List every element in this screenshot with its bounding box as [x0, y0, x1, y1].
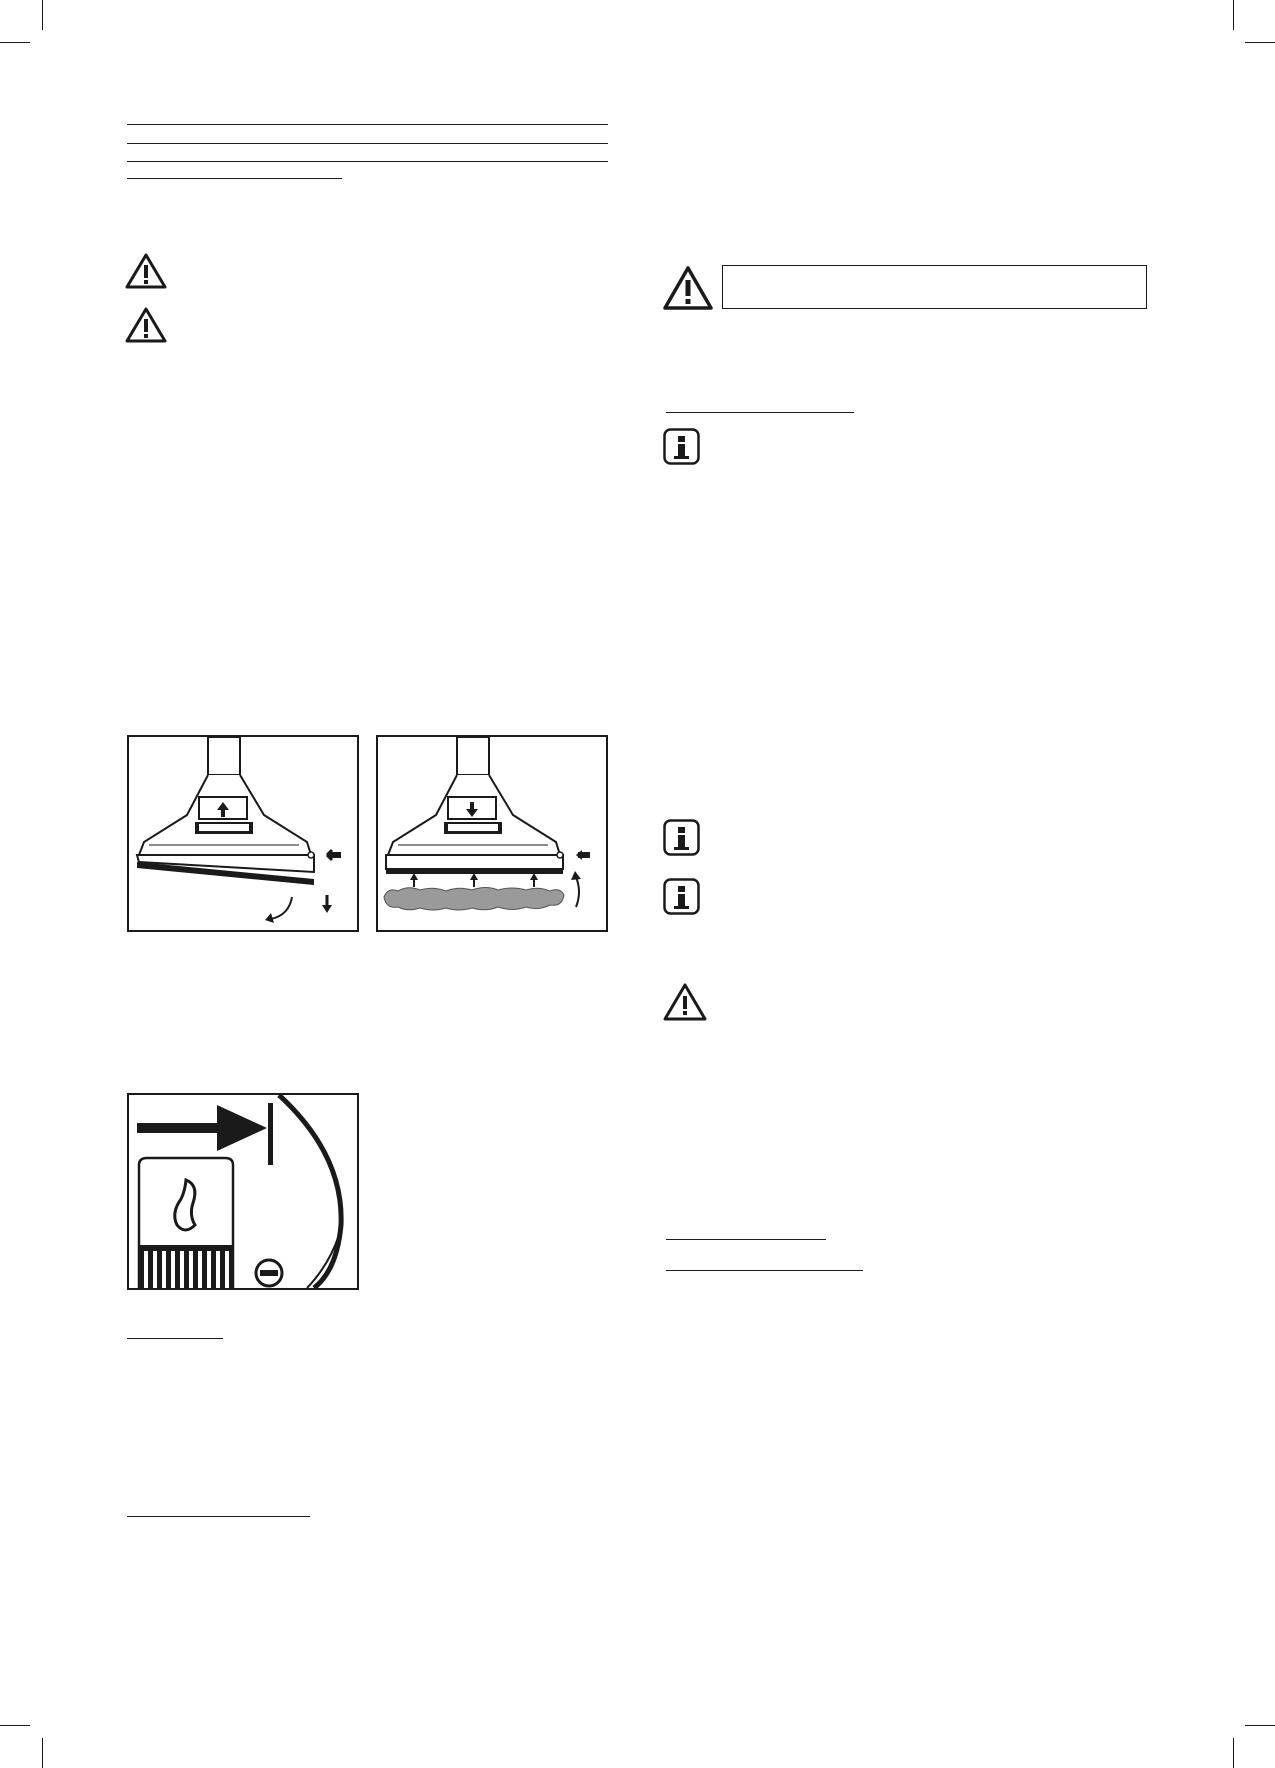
- figure-nozzle-raise: [127, 735, 359, 932]
- warning-triangle-icon: [663, 266, 713, 310]
- header-rule-1: [127, 124, 608, 125]
- crop-mark-bl-v: [42, 1738, 43, 1768]
- header-rule-4: [127, 178, 342, 179]
- warning-triangle-icon: [125, 253, 167, 289]
- section-rule: [127, 1516, 310, 1517]
- section-rule: [666, 1270, 863, 1271]
- crop-mark-bl-h: [0, 1725, 30, 1726]
- figure-tank-marker: [127, 1093, 359, 1290]
- warning-triangle-icon: [125, 307, 167, 343]
- nozzle-lower-with-cloth-illustration: [378, 737, 606, 930]
- crop-mark-br-v: [1233, 1738, 1234, 1768]
- section-rule: [666, 412, 854, 413]
- info-icon: [663, 878, 700, 915]
- nozzle-raise-illustration: [129, 737, 357, 930]
- crop-mark-tl-h: [0, 42, 30, 43]
- tank-fill-marker-illustration: [129, 1095, 357, 1288]
- info-icon: [663, 428, 700, 465]
- info-icon: [663, 819, 700, 856]
- header-rule-3: [127, 161, 608, 162]
- section-rule: [127, 1338, 223, 1339]
- figure-nozzle-lower: [376, 735, 608, 932]
- crop-mark-tr-v: [1233, 0, 1234, 30]
- crop-mark-tl-v: [42, 0, 43, 30]
- header-rule-2: [127, 143, 608, 144]
- warning-box: [722, 265, 1147, 309]
- section-rule: [666, 1239, 826, 1240]
- crop-mark-tr-h: [1245, 42, 1275, 43]
- warning-triangle-icon: [663, 983, 707, 1021]
- crop-mark-br-h: [1245, 1725, 1275, 1726]
